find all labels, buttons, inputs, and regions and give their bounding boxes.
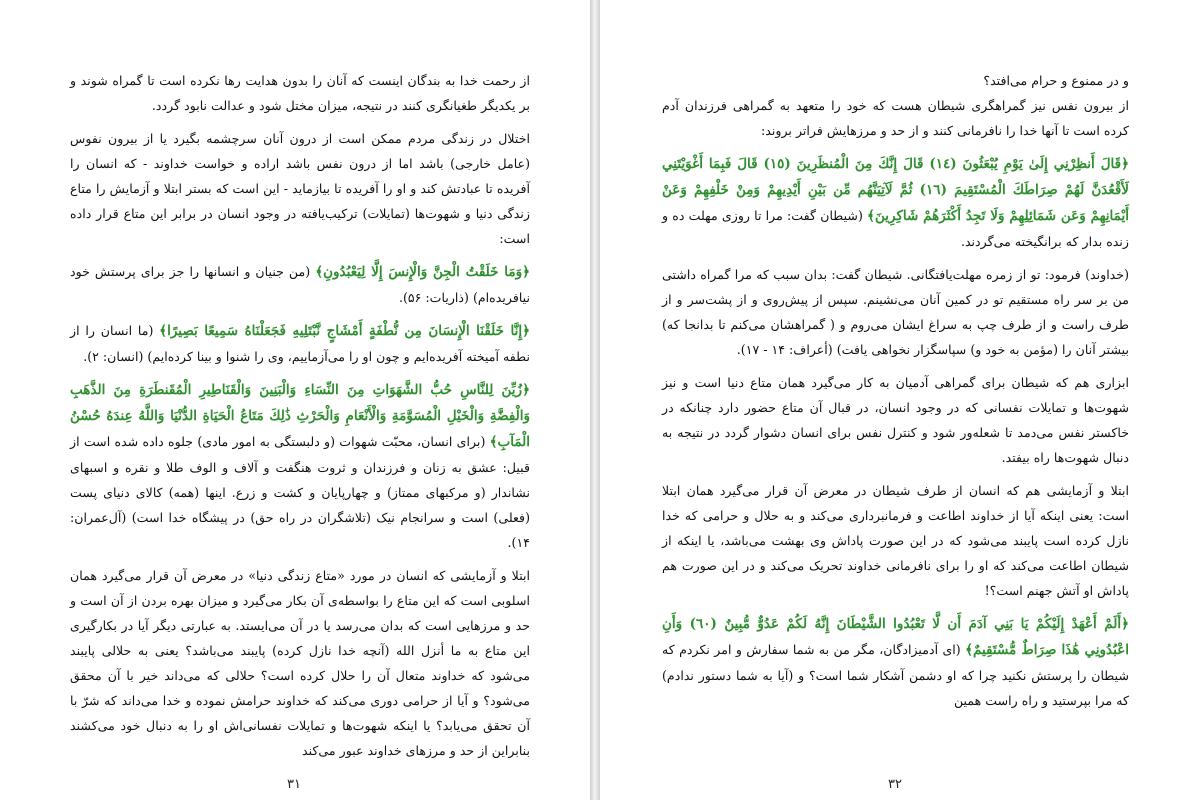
quran-verse: ﴿قَالَ أَنظِرْنِي إِلَىٰ يَوْمِ يُبْعَثُونَ (١٤) قَالَ إِنَّكَ مِنَ الْمُنظَرِينَ (١٥) قَالَ فَبِمَا أَغْوَيْتَنِي لَأَقْعُدَنَّ لَهُمْ صِرَاطَكَ الْمُسْتَقِيمَ (١٦) ثُمَّ لَآتِيَنَّهُم مِّن بَيْنِ أَيْدِيهِمْ وَمِنْ خَلْفِهِمْ وَعَنْ أَيْمَانِهِمْ وَعَن شَمَائِلِهِمْ وَلَا تَجِدُ أَكْثَرَهُمْ شَاكِرِينَ﴾ [662, 156, 1129, 224]
paragraph-text: از رحمت خدا به بندگان اینست که آنان را بدون هدایت رها نکرده است تا گمراه شوند و بر یکدیگر طغیانگری کنند در نتیجه، میزان مختل شود و عدالت نابود گردد. [70, 73, 530, 113]
right-page [600, 0, 1195, 800]
paragraph [70, 377, 530, 555]
paragraph-text: و در ممنوع و حرام می‌افتد؟ [983, 73, 1129, 88]
quran-verse: ﴿زُيِّنَ لِلنَّاسِ حُبُّ الشَّهَوَاتِ مِنَ النِّسَاءِ وَالْبَنِينَ وَالْقَنَاطِيرِ الْمُقَنطَرَةِ مِنَ الذَّهَبِ وَالْفِضَّةِ وَالْخَيْلِ الْمُسَوَّمَةِ وَالْأَنْعَامِ وَالْحَرْثِ ذَٰلِكَ مَتَاعُ الْحَيَاةِ الدُّنْيَا وَاللَّهُ عِندَهُ حُسْنُ الْمَآبِ﴾ [70, 382, 530, 450]
quran-verse: ﴿أَلَمْ أَعْهَدْ إِلَيْكُمْ يَا بَنِي آدَمَ أَن لَّا تَعْبُدُوا الشَّيْطَانَ إِنَّهُ لَكُمْ عَدُوٌّ مُّبِينٌ (٦٠) وَأَنِ اعْبُدُونِي هَٰذَا صِرَاطٌ مُّسْتَقِيمٌ﴾ [662, 616, 1129, 658]
paragraph-text: ابتلا و آزمایشی که انسان در مورد «متاع زندگی دنیا» در معرض آن قرار می‌گیرد همان اسلوبی است که این متاع را بواسطه‌ی آن بکار می‌گیرد و میزان بهره بردن از آن است و حد و مرزهایی است که بدان می‌رسد یا در آن می‌ایستد. به عبارتی دیگر آیا در بکارگیری این متاع به ما أنزل الله (آنچه خدا نازل کرده) پایبند می‌باشد؟ یعنی به حلالی پایبند می‌شود که خداوند متعال آن را حلال کرده است؟ حلالی که می‌داند خیر با آن محقق می‌شود؟ و آیا از حرامی دوری می‌کند که خداوند حرامش نموده و خدا می‌داند که شرّ با آن تحقق می‌یابد؟ یا اینکه شهوت‌ها و تمایلات نفسانی‌اش او را به دنبال خود می‌کشند بنابراین از حد و مرزهای خداوند عبور می‌کند [70, 568, 530, 758]
page-number: ۳۲ [888, 777, 902, 792]
paragraph [70, 563, 530, 763]
left-page [0, 0, 590, 800]
paragraph-text: (ما انسان را از نطفه آمیخته آفریده‌ایم و چون او را می‌آزماییم، وی را شنوا و بینا کرده‌ایم) (انسان: ۲). [70, 323, 530, 364]
paragraph-text: (شیطان گفت: مرا تا روزی مهلت ده و زنده بدار که برانگیخته می‌گردند. [662, 208, 1129, 249]
paragraph-text: (خداوند) فرمود: تو از زمره مهلت‌یافتگانی. شیطان گفت: بدان سبب که مرا گمراه داشتی من بر سر راه مستقیم تو در کمین آنان می‌نشینم. سپس از پیش‌روی و از پشت‌سر و از طرف راست و از طرف چپ به سراغ ایشان می‌روم و ( گمراهشان می‌کنم تا بدانجا که) بیشتر آنان را (مؤمن به خود و) سپاسگزار نخواهی یافت) (أعراف: ۱۴ - ۱۷). [662, 267, 1129, 357]
paragraph-text: اختلال در زندگی مردم ممکن است از درون آنان سرچشمه بگیرد یا از بیرون نفوس (عامل خارجی) باشد اما از درون نفس باشد اراده و خواست خداوند - که انسان را آفریده تا عبادتش کند و او را آفریده تا بیازماید - این است که بستر ابتلا و آزمایش را متاع زندگی دنیا و شهوت‌ها (تمایلات) ترکیب‌یافته در وجود انسان در برابر این متاع قرار داده است: [70, 131, 530, 246]
paragraph-text: ابتلا و آزمایشی هم که انسان از طرف شیطان در معرض آن قرار می‌گیرد همان ابتلا است: یعنی اینکه آیا از خداوند اطاعت و فرمانبرداری می‌کند و به حلال و حرامی که خدا نازل کرده است پایبند می‌شود که در این صورت پاداش وی بهشت می‌باشد، یا اینکه از شیطان اطاعت می‌کند که او را برای نافرمانی خداوند تحریک می‌کند و در این صورت هم پاداش او آتش جهنم است؟! [662, 483, 1129, 598]
paragraph [70, 126, 530, 251]
paragraph-text: (من جنیان و انسانها را جز برای پرستش خود نیافریده‌ام) (ذاریات: ۵۶). [70, 264, 530, 305]
right-page-text [662, 68, 1129, 721]
paragraph [662, 151, 1129, 254]
paragraph-text: (برای انسان، محبّت شهوات (و دلبستگی به امور مادی) جلوه داده شده است از قبیل: عشق به زنان و فرزندان و ثروت هنگفت و آلاف و الوف طلا و نقره و اسبهای نشاندار (و مرکبهای ممتاز) و چهارپایان و کشت و زرع. اینها (همه) کالای دنیای پست (فعلی) است و سرانجام نیک (تلاشگران در راه حق) در پیشگاه خدا است) (آل‌عمران: ۱۴). [70, 434, 530, 550]
paragraph [662, 93, 1129, 143]
paragraph-text: (ای آدمیزادگان، مگر من به شما سفارش و امر نکردم که شیطان را پرستش نکنید چرا که او دشمن آشکار شما است؟ و (آیا به شما دستور ندادم) که مرا بپرستید و راه راست همین [662, 642, 1129, 708]
left-page-text [70, 68, 530, 771]
paragraph-text: ابزاری هم که شیطان برای گمراهی آدمیان به کار می‌گیرد همان متاع دنیا است و نیز شهوت‌ها و تمایلات نفسانی که در وجود انسان، در قبال آن متاع حضور دارد چنانکه در خاکستر نفس می‌دمد تا شعله‌ور شود و کنترل نفس برای انسان دشوار گردد در نتیجه به دنبال شهوت‌ها راه بیفتد. [662, 375, 1129, 465]
paragraph [662, 262, 1129, 362]
paragraph [70, 318, 530, 369]
paragraph-text: از بیرون نفس نیز گمراهگری شیطان هست که خود را متعهد به گمراهی فرزندان آدم کرده است تا آنها خدا را نافرمانی کنند و از حد و مرزهایش فراتر بروند: [662, 98, 1129, 138]
paragraph [662, 611, 1129, 713]
page-number: ۳۱ [287, 777, 301, 792]
paragraph [662, 68, 1129, 93]
paragraph [662, 478, 1129, 603]
paragraph [70, 259, 530, 310]
quran-verse: ﴿إِنَّا خَلَقْنَا الْإِنسَانَ مِن نُّطْفَةٍ أَمْشَاجٍ نَّبْتَلِيهِ فَجَعَلْنَاهُ سَمِيعًا بَصِيرًا﴾ [159, 323, 530, 339]
paragraph [662, 370, 1129, 470]
quran-verse: ﴿وَمَا خَلَقْتُ الْجِنَّ وَالْإِنسَ إِلَّا لِيَعْبُدُونِ﴾ [315, 264, 530, 280]
paragraph [70, 68, 530, 118]
book-gutter [590, 0, 600, 800]
